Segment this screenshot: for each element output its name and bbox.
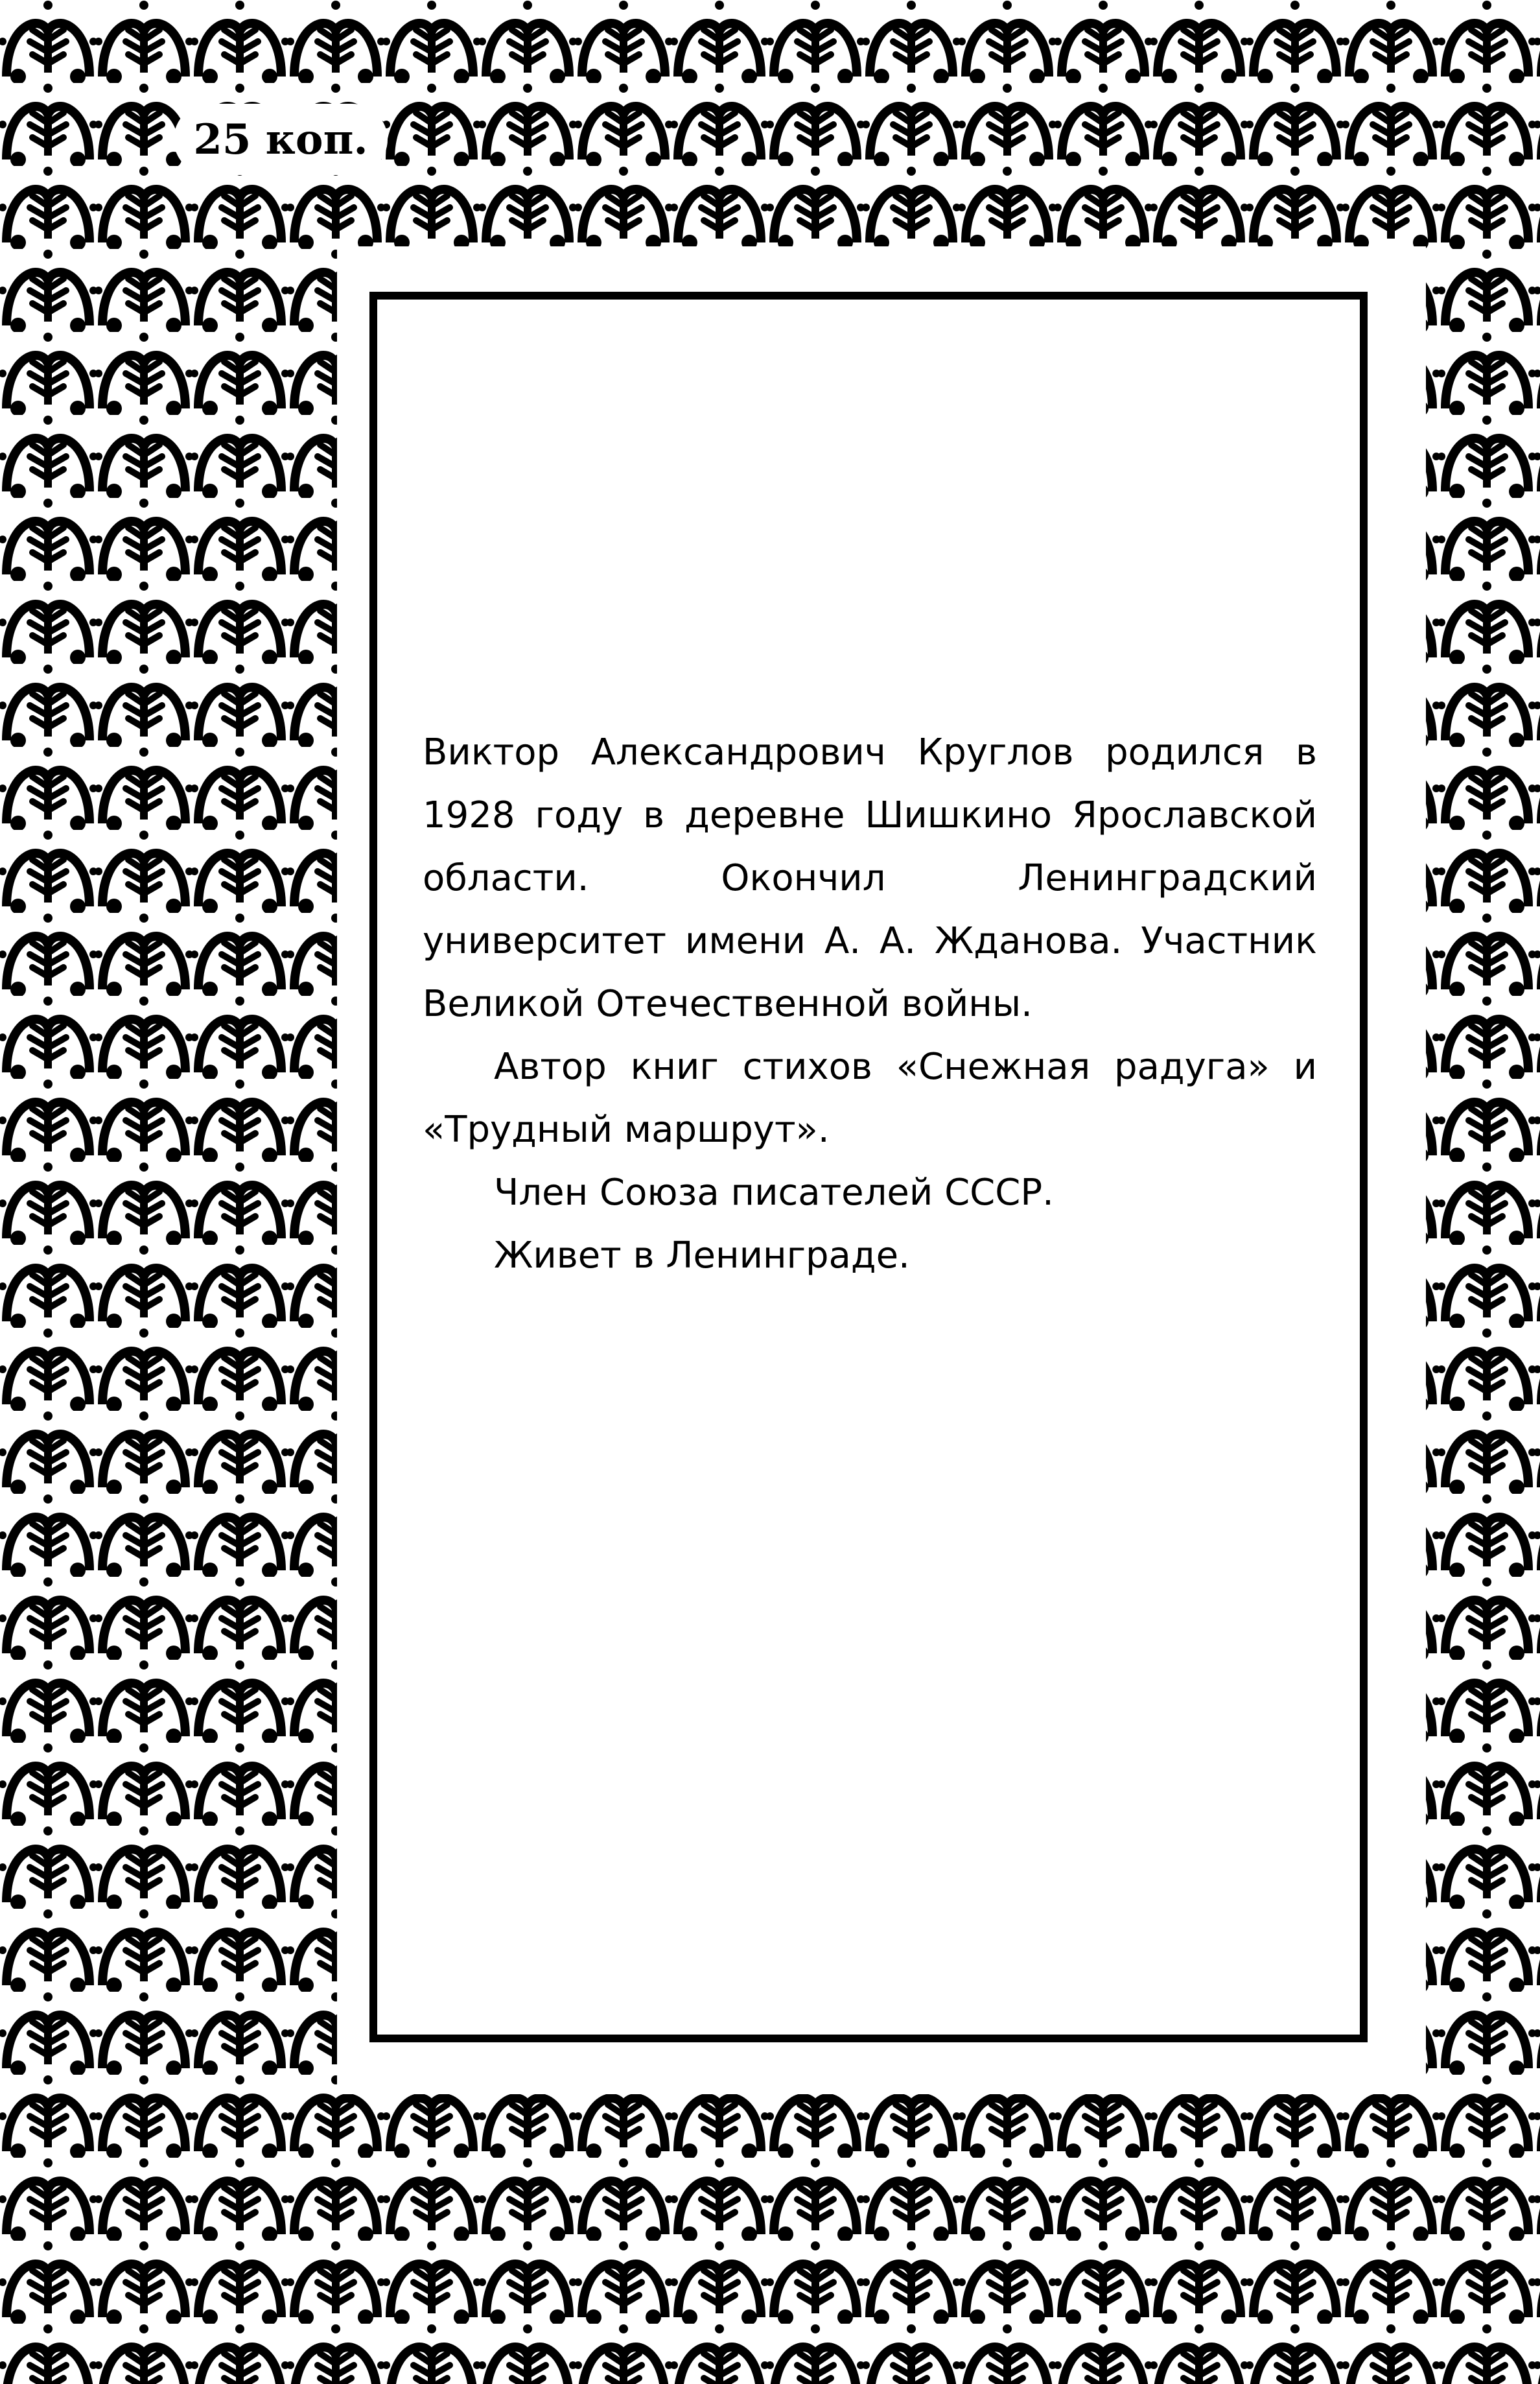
bio-paragraph-1: Виктор Александрович Круглов родился в 1928 году в деревне Шишкино Ярославской области. Окончил Ленинградский университет имени А. А. Жданова. Участник Великой Отечественной войны. (423, 731, 1317, 1025)
bio-paragraph-2: Автор книг стихов «Снежная радуга» и «Трудный маршрут». (423, 1046, 1317, 1151)
price-label (174, 104, 388, 175)
author-bio (423, 721, 1317, 1287)
bio-paragraph-3: Член Союза писателей СССР. (494, 1172, 1054, 1214)
bio-paragraph-4: Живет в Ленинграде. (494, 1234, 910, 1277)
price-text: 25 коп. (193, 115, 368, 164)
